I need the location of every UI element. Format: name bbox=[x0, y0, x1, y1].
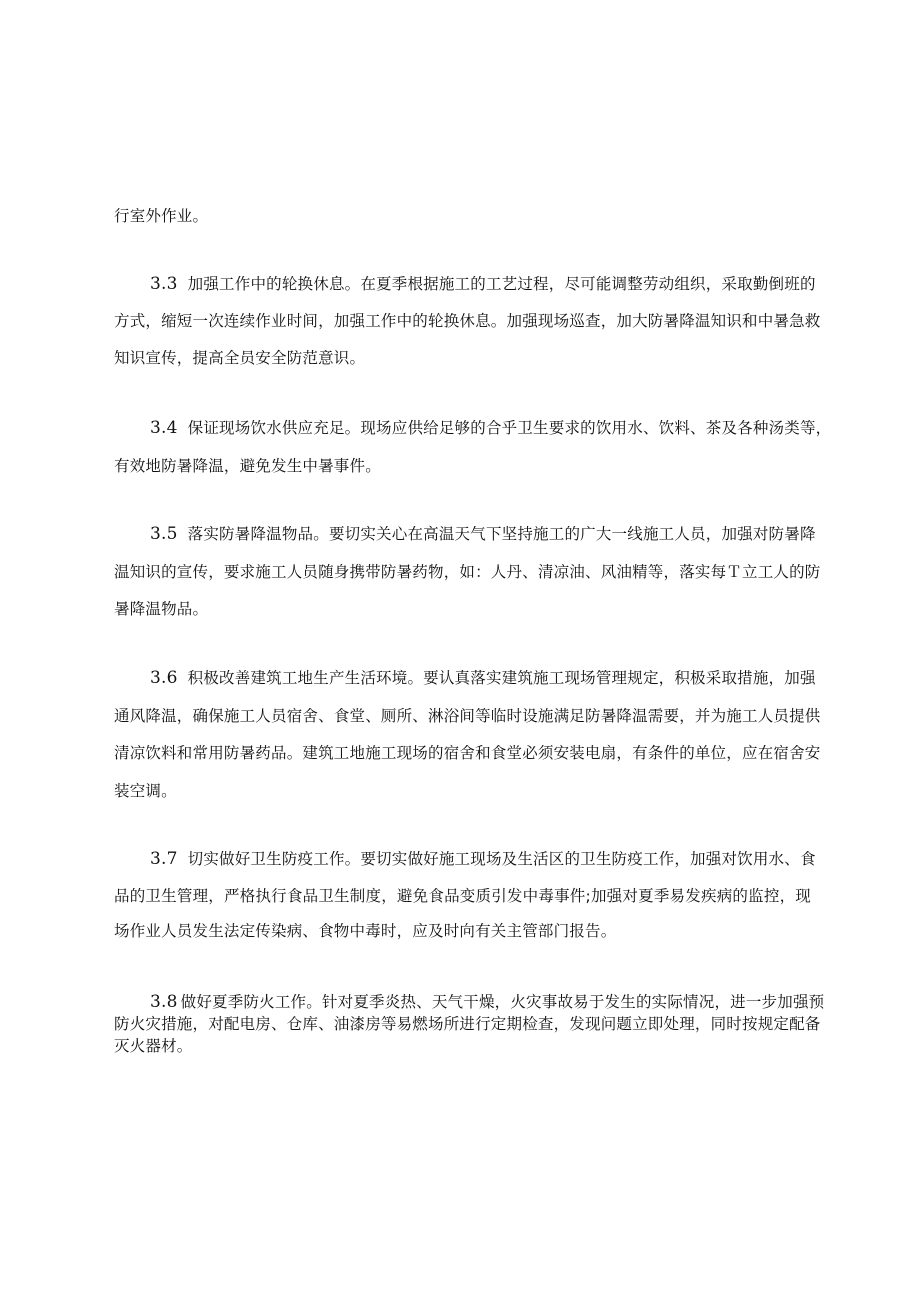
section-3-8-first-line bbox=[150, 992, 825, 1012]
section-3-7-first-line bbox=[150, 849, 816, 869]
paragraph-text: 积极改善建筑工地生产生活环境。要认真落实建筑施工现场管理规定，积极采取措施，加强 bbox=[187, 669, 816, 687]
paragraph-line: 品的卫生管理，严格执行食品卫生制度，避免食品变质引发中毒事件;加强对夏季易发疾病的监控，现 bbox=[114, 887, 811, 905]
section-3-4-first-line bbox=[150, 418, 832, 438]
paragraph-text: 落实防暑降温物品。要切实关心在高温天气下坚持施工的广大一线施工人员，加强对防暑降 bbox=[187, 525, 816, 543]
paragraph-text: 做好夏季防火工作。针对夏季炎热、天气干燥，火灾事故易于发生的实际情况，进一步加强预 bbox=[180, 993, 825, 1011]
section-3-5-first-line bbox=[150, 524, 816, 544]
section-3-6-first-line bbox=[150, 668, 816, 688]
section-number: 3.5 bbox=[150, 524, 178, 544]
paragraph-text: 保证现场饮水供应充足。现场应供给足够的合乎卫生要求的饮用水、饮料、茶及各种汤类等， bbox=[187, 419, 832, 437]
paragraph-text: 加强工作中的轮换休息。在夏季根据施工的工艺过程，尽可能调整劳动组织，采取勤倒班的 bbox=[187, 275, 816, 293]
paragraph-line: 灭火器材。 bbox=[114, 1037, 193, 1055]
paragraph-line: 防火灾措施，对配电房、仓库、油漆房等易燃场所进行定期检查，发现问题立即处理，同时按规定配备 bbox=[114, 1015, 821, 1033]
paragraph-line: 温知识的宣传，要求施工人员随身携带防暑药物，如：人丹、清凉油、风油精等，落实每Ｔ立工人的防 bbox=[114, 563, 821, 581]
continuation-line: 行室外作业。 bbox=[114, 207, 209, 225]
paragraph-line: 场作业人员发生法定传染病、食物中毒时，应及时向有关主管部门报告。 bbox=[114, 922, 617, 940]
paragraph-line: 方式，缩短一次连续作业时间，加强工作中的轮换休息。加强现场巡查，加大防暑降温知识和中暑急救 bbox=[114, 312, 821, 330]
section-number: 3.8 bbox=[150, 992, 178, 1012]
paragraph-text: 切实做好卫生防疫工作。要切实做好施工现场及生活区的卫生防疫工作，加强对饮用水、食 bbox=[187, 850, 816, 868]
paragraph-line: 装空调。 bbox=[114, 782, 177, 800]
paragraph-line: 清凉饮料和常用防暑药品。建筑工地施工现场的宿舍和食堂必须安装电扇，有条件的单位，应在宿舍安 bbox=[114, 744, 821, 762]
section-number: 3.4 bbox=[150, 418, 178, 438]
paragraph-line: 暑降温物品。 bbox=[114, 600, 209, 618]
section-number: 3.3 bbox=[150, 274, 178, 294]
section-3-3-first-line bbox=[150, 274, 816, 294]
section-number: 3.6 bbox=[150, 668, 178, 688]
paragraph-line: 通风降温，确保施工人员宿舍、食堂、厕所、淋浴间等临时设施满足防暑降温需要，并为施工人员提供 bbox=[114, 707, 821, 725]
paragraph-line: 知识宣传，提高全员安全防范意识。 bbox=[114, 349, 366, 367]
paragraph-line: 有效地防暑降温，避免发生中暑事件。 bbox=[114, 457, 381, 475]
section-number: 3.7 bbox=[150, 849, 178, 869]
